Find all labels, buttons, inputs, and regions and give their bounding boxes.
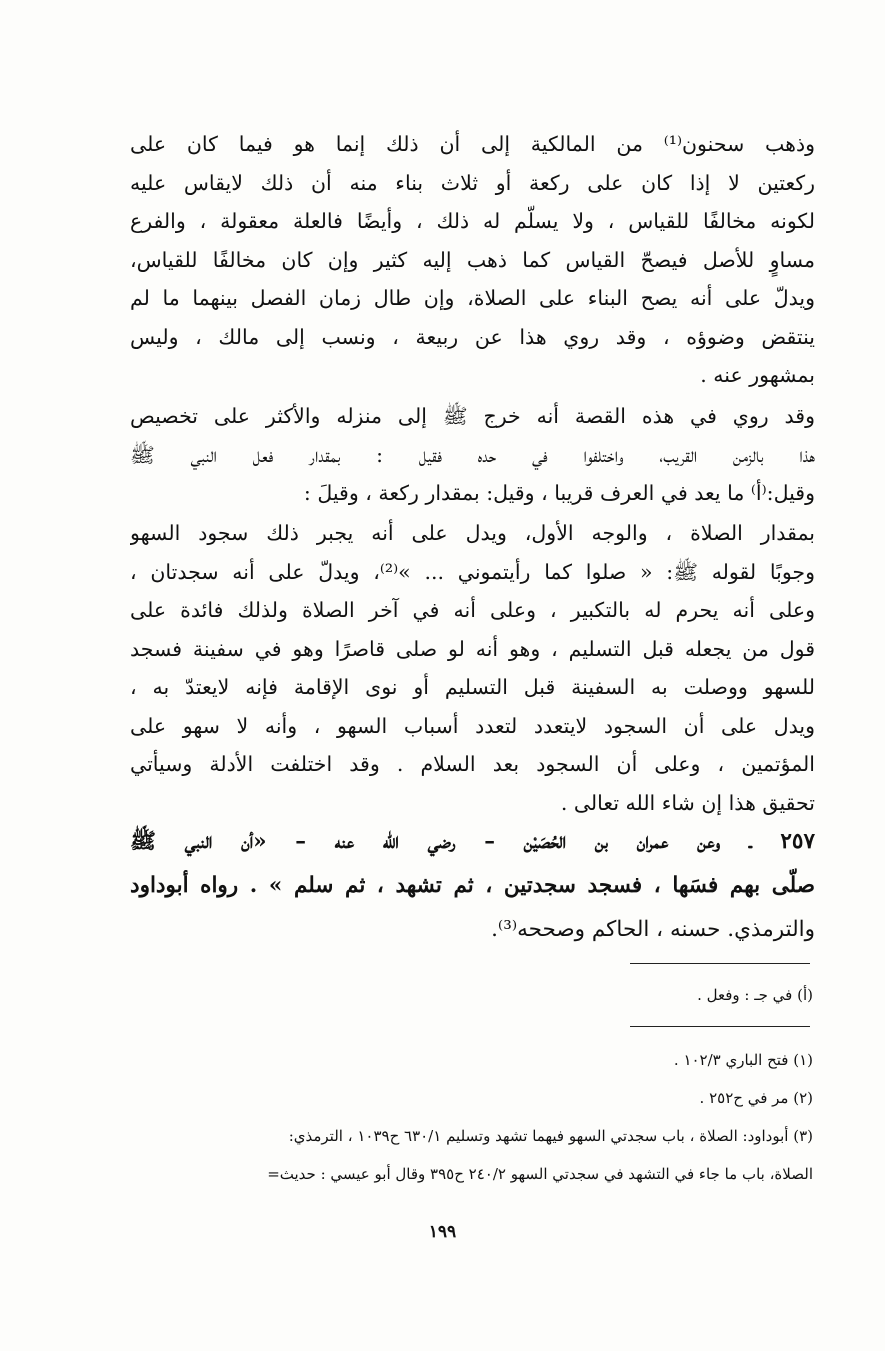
text-line: وذهب سحنون⁽¹⁾ من المالكية إلى أن ذلك إنما هو فيما كان على [130,132,815,156]
text-line: ويدلّ على أنه يصح البناء على الصلاة، وإن طال زمان الفصل بينهما ما لم [130,286,815,310]
text-line: هذا بالزمن القريب، واختلفوا في حده فقيل : بمقدار فعل النبي ﷺ [130,442,815,467]
text-line: وعلى أنه يحرم له بالتكبير ، وعلى أنه في آخر الصلاة ولذلك فائدة على [130,598,815,622]
paragraph-sujud [130,514,815,822]
hadith-line: والترمذي. حسنه ، الحاكم وصححه⁽³⁾. [491,917,815,942]
footnote-2: (٢) مر في ح٢٥٢ . [699,1089,813,1107]
text-line: لكونه مخالفًا للقياس ، ولا يسلّم له ذلك ، وأيضًا فالعلة معقولة ، والفرع [130,209,815,233]
paragraph-story [130,397,815,513]
text-line: بمشهور عنه . [700,363,815,387]
text-line: وجوبًا لقوله ﷺ: « صلوا كما رأيتموني ... »⁽²⁾، ويدلّ على أنه سجدتان ، [130,559,815,584]
variant-divider [630,963,810,964]
text-line: ينتقض وضوؤه ، وقد روي هذا عن ربيعة ، ونسب إلى مالك ، وليس [130,324,815,349]
text-line: بمقدار الصلاة ، والوجه الأول، ويدل على أنه يجبر ذلك سجود السهو [130,521,815,545]
hadith-line: صلّى بهم فسَها ، فسجد سجدتين ، ثم تشهد ، ثم سلم » . رواه أبوداود [130,873,815,898]
text-line: قول من يجعله قبل التسليم ، وهو أنه لو صلى قاصرًا وهو في سفينة فسجد [130,636,815,661]
paragraph-sahnun [130,125,815,395]
footnote-3: (٣) أبوداود: الصلاة ، باب سجدتي السهو فيهما تشهد وتسليم ٦٣٠/١ ح١٠٣٩ ، الترمذي: [288,1127,813,1145]
footnote-divider [630,1026,810,1027]
text-line: تحقيق هذا إن شاء الله تعالى . [560,790,815,815]
text-line: ويدل على أن السجود لايتعدد لتعدد أسباب السهو ، وأنه لا سهو على [130,713,815,738]
hadith-line: ٢٥٧ ـ وعن عمران بن الحُصَيْن – رضي الله عنه – «أن النبي ﷺ [130,829,815,854]
hadith-257 [130,820,815,952]
text-line: المؤتمين ، وعلى أن السجود بعد السلام . وقد اختلفت الأدلة وسيأتي [130,752,815,776]
variant-note: (أ) في جـ : وفعل . [697,986,813,1004]
footnote-1: (١) فتح الباري ١٠٢/٣ . [673,1051,813,1069]
text-line: وقيل:⁽أ⁾ ما يعد في العرف قريبا ، وقيل: بمقدار ركعة ، وقيلَ : [303,481,815,505]
text-line: ركعتين لا إذا كان على ركعة أو ثلاث بناء منه أن ذلك لايقاس عليه [130,170,815,195]
text-line: وقد روي في هذه القصة أنه خرج ﷺ إلى منزله والأكثر على تخصيص [130,404,815,428]
page-number: ١٩٩ [428,1222,457,1242]
text-line: مساوٍ للأصل فيصحّ القياس كما ذهب إليه كثير وإن كان مخالفًا للقياس، [130,247,815,272]
text-line: للسهو ووصلت به السفينة قبل التسليم أو نوى الإقامة فإنه لايعتدّ به ، [130,675,815,699]
footnote-3-continued: الصلاة، باب ما جاء في التشهد في سجدتي السهو ٢٤٠/٢ ح٣٩٥ وقال أبو عيسي : حديث= [267,1165,813,1183]
